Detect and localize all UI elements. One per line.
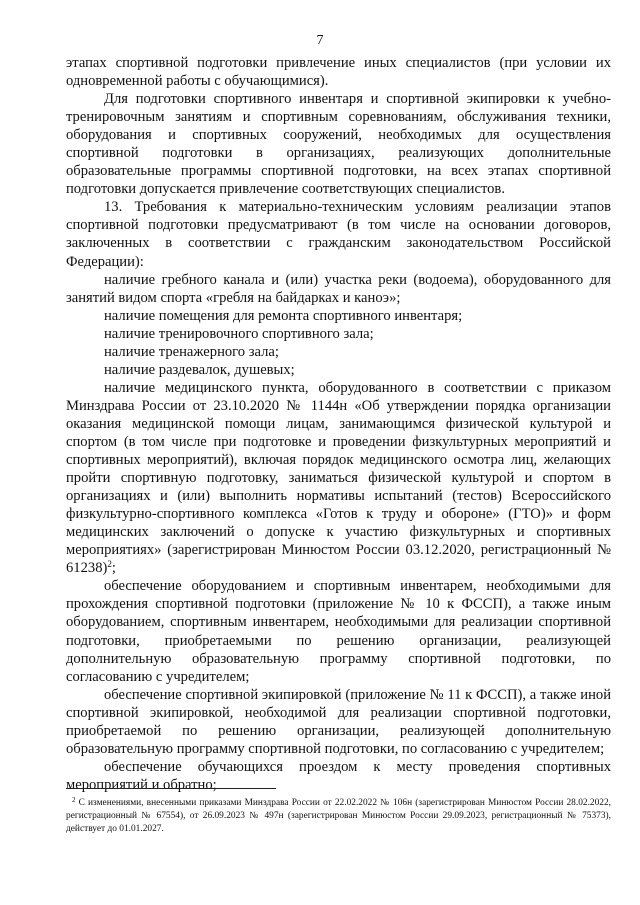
list-item-gym: наличие тренажерного зала; bbox=[104, 343, 279, 360]
footnote-text: С изменениями, внесенными приказами Минздрава России от 22.02.2022 № 106н (зарегистрирован Минюстом России 28.02.2022, регистрационный № 67554), от 26.09.2023 № 497н (зарегистрирован Минюстом России 29.09.2023, регистрационный № 75373), действует до 01.01.2027. bbox=[66, 798, 612, 834]
footnote-divider bbox=[66, 788, 276, 789]
list-item-repair-room: наличие помещения для ремонта спортивного инвентаря; bbox=[104, 307, 463, 324]
list-item-rowing-canal: наличие гребного канала и (или) участка реки (водоема), оборудованного для занятий видом спорта «гребля на байдарках и каноэ»; bbox=[66, 271, 611, 306]
paragraph-item-13: 13. Требования к материально-техническим условиям реализации этапов спортивной подготовки предусматривают (в том числе на основании договоров, заключенных в соответствии с гражданским законодательством Российской Федерации): bbox=[66, 199, 611, 270]
paragraph-specialists: Для подготовки спортивного инвентаря и спортивной экипировки к учебно-тренировочным занятиям и спортивным соревнованиям, обслуживания техники, оборудования и спортивных сооружений, необходимых для осуществления спортивной подготовки в организациях, реализующих дополнительные образовательные программы спортивной подготовки, на всех этапах спортивной подготовки допускается привлечение соответствующих специалистов. bbox=[66, 91, 611, 198]
medical-point-text: наличие медицинского пункта, оборудованного в соответствии с приказом Минздрава России от 23.10.2020 № 1144н «Об утверждении порядка организации оказания медицинской помощи лицам, занимающимся физической культурой и спортом (в том числе при подготовке и проведении физкультурных мероприятий и спортивных мероприятий), включая порядок медицинского осмотра лиц, желающих пройти спортивную подготовку, заниматься физической культурой и спортом в организациях и (или) выполнить нормативы испытаний (тестов) Всероссийского физкультурно-спортивного комплекса «Готов к труду и обороне» (ГТО)» и форм медицинских заключений о допуске к участию физкультурных и спортивных мероприятиях» (зарегистрирован Минюстом России 03.12.2020, регистрационный № 61238) bbox=[66, 379, 611, 577]
page-number: 7 bbox=[316, 33, 324, 48]
list-item-sports-hall: наличие тренировочного спортивного зала; bbox=[104, 325, 374, 342]
footnote-mark: 2 bbox=[72, 796, 76, 804]
list-item-locker-rooms: наличие раздевалок, душевых; bbox=[104, 361, 295, 378]
list-item-sports-gear: обеспечение спортивной экипировкой (приложение № 11 к ФССП), а также иной спортивной экипировкой, необходимой для реализации спортивной подготовки, приобретаемой по решению организации, реализующей дополнительную образовательную программу спортивной подготовки, по согласованию с учредителем; bbox=[66, 686, 611, 757]
footnote-reference: 2 bbox=[107, 559, 112, 570]
footnote bbox=[66, 797, 611, 835]
document-body bbox=[66, 54, 611, 794]
list-item-equipment: обеспечение оборудованием и спортивным инвентарем, необходимыми для прохождения спортивной подготовки (приложение № 10 к ФССП), а также иным оборудованием, спортивным инвентарем, необходимыми для реализации спортивной подготовки, приобретаемыми по решению организации, реализующей дополнительную образовательную программу спортивной подготовки, по согласованию с учредителем; bbox=[66, 578, 611, 685]
paragraph-continuation: этапах спортивной подготовки привлечение иных специалистов (при условии их одновременной работы с обучающимися). bbox=[66, 55, 611, 90]
medical-point-tail: ; bbox=[111, 560, 116, 577]
list-item-travel: обеспечение обучающихся проездом к месту проведения спортивных мероприятий и обратно; bbox=[66, 758, 611, 793]
list-item-medical-point bbox=[66, 379, 611, 578]
